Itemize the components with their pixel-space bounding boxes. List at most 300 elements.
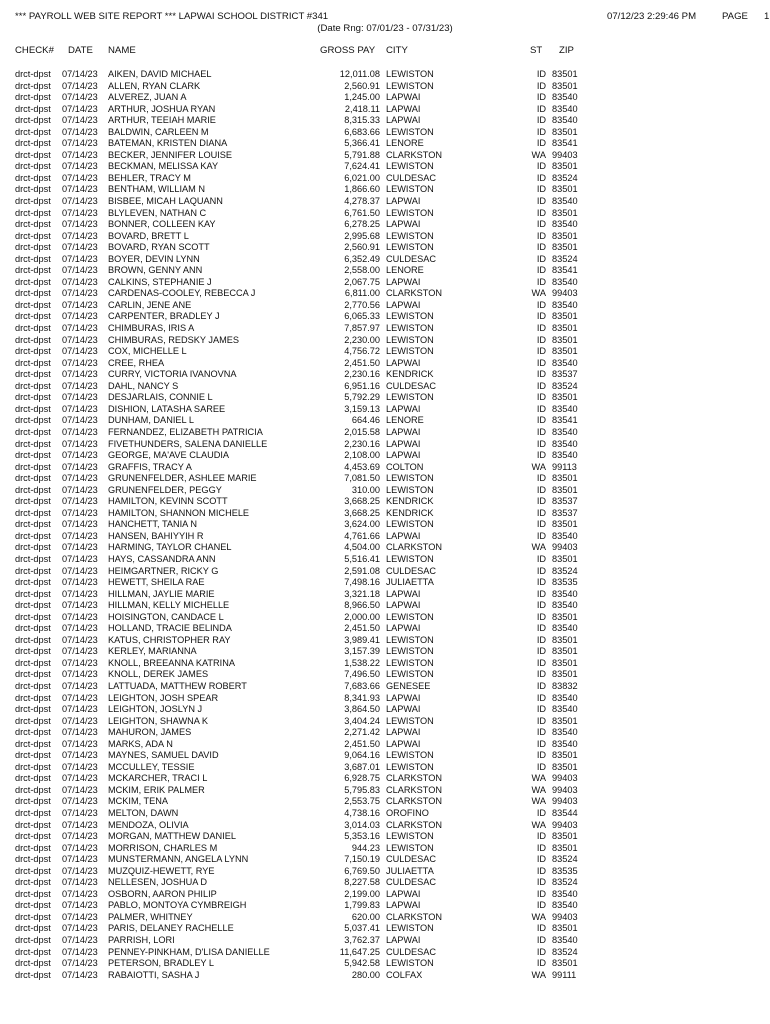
row-zip: 83501 — [552, 611, 578, 622]
table-row — [0, 427, 770, 439]
row-gross-pay: 2,271.42 — [344, 727, 380, 738]
row-employee-name: FERNANDEZ, ELIZABETH PATRICIA — [108, 426, 263, 437]
row-date: 07/14/23 — [62, 865, 98, 876]
row-city: LAPWAI — [386, 103, 421, 114]
table-row — [0, 577, 770, 589]
row-zip: 83540 — [552, 888, 578, 899]
row-gross-pay: 1,245.00 — [344, 92, 380, 103]
row-city: LAPWAI — [386, 888, 421, 899]
row-employee-name: DAHL, NANCY S — [108, 380, 179, 391]
row-date: 07/14/23 — [62, 207, 98, 218]
row-date: 07/14/23 — [62, 69, 98, 79]
table-row — [0, 935, 770, 947]
table-row — [0, 335, 770, 347]
row-date: 07/14/23 — [62, 461, 98, 472]
row-city: LENORE — [386, 265, 424, 276]
row-employee-name: KERLEY, MARIANNA — [108, 646, 197, 657]
row-state: WA — [531, 819, 546, 830]
table-row — [0, 866, 770, 878]
row-city: COLFAX — [386, 969, 423, 980]
row-city: LAPWAI — [386, 450, 421, 461]
row-gross-pay: 2,108.00 — [344, 450, 380, 461]
row-city: LEWISTON — [386, 473, 434, 484]
row-zip: 83501 — [552, 126, 578, 137]
row-zip: 83540 — [552, 276, 578, 287]
row-city: LEWISTON — [386, 69, 434, 79]
row-gross-pay: 2,000.00 — [344, 611, 380, 622]
row-date: 07/14/23 — [62, 542, 98, 553]
row-employee-name: NELLESEN, JOSHUA D — [108, 877, 208, 888]
row-zip: 83537 — [552, 496, 578, 507]
row-state: WA — [531, 542, 546, 553]
row-state: WA — [531, 773, 546, 784]
row-state: ID — [536, 403, 546, 414]
row-city: KENDRICK — [386, 507, 434, 518]
row-gross-pay: 3,668.25 — [344, 496, 380, 507]
row-date: 07/14/23 — [62, 219, 98, 230]
row-state: ID — [536, 553, 546, 564]
row-check-number: drct-dpst — [15, 657, 51, 668]
row-check-number: drct-dpst — [15, 299, 51, 310]
row-employee-name: PARIS, DELANEY RACHELLE — [108, 923, 234, 934]
row-state: ID — [536, 727, 546, 738]
row-check-number: drct-dpst — [15, 496, 51, 507]
table-row — [0, 681, 770, 693]
row-date: 07/14/23 — [62, 184, 98, 195]
row-zip: 83501 — [552, 207, 578, 218]
row-zip: 83501 — [552, 242, 578, 253]
row-date: 07/14/23 — [62, 611, 98, 622]
row-city: CLARKSTON — [386, 542, 442, 553]
report-header — [15, 11, 770, 23]
row-zip: 83501 — [552, 750, 578, 761]
row-gross-pay: 2,199.00 — [344, 888, 380, 899]
row-date: 07/14/23 — [62, 530, 98, 541]
row-gross-pay: 8,966.50 — [344, 600, 380, 611]
row-city: CLARKSTON — [386, 773, 442, 784]
row-employee-name: OSBORN, AARON PHILIP — [108, 888, 217, 899]
row-employee-name: LEIGHTON, JOSLYN J — [108, 704, 203, 715]
row-employee-name: HILLMAN, KELLY MICHELLE — [108, 600, 230, 611]
row-gross-pay: 6,352.49 — [344, 253, 380, 264]
row-date: 07/14/23 — [62, 438, 98, 449]
row-gross-pay: 3,687.01 — [344, 761, 380, 772]
table-row — [0, 127, 770, 139]
row-check-number: drct-dpst — [15, 196, 51, 207]
table-row — [0, 612, 770, 624]
column-header-date: DATE — [68, 45, 93, 56]
table-row — [0, 311, 770, 323]
row-state: ID — [536, 496, 546, 507]
row-employee-name: HILLMAN, JAYLIE MARIE — [108, 588, 215, 599]
table-row — [0, 750, 770, 762]
table-row — [0, 646, 770, 658]
row-zip: 83501 — [552, 80, 578, 91]
row-city: LAPWAI — [386, 92, 421, 103]
row-state: ID — [536, 380, 546, 391]
table-row — [0, 346, 770, 358]
column-header-state: ST — [530, 45, 543, 56]
row-city: LEWISTON — [386, 80, 434, 91]
row-check-number: drct-dpst — [15, 588, 51, 599]
row-gross-pay: 2,770.56 — [344, 299, 380, 310]
row-city: LAPWAI — [386, 530, 421, 541]
row-gross-pay: 2,230.16 — [344, 438, 380, 449]
row-check-number: drct-dpst — [15, 207, 51, 218]
row-date: 07/14/23 — [62, 357, 98, 368]
row-date: 07/14/23 — [62, 369, 98, 380]
table-row — [0, 496, 770, 508]
row-state: ID — [536, 219, 546, 230]
row-date: 07/14/23 — [62, 565, 98, 576]
row-date: 07/14/23 — [62, 172, 98, 183]
row-state: ID — [536, 438, 546, 449]
table-row — [0, 265, 770, 277]
row-date: 07/14/23 — [62, 230, 98, 241]
row-check-number: drct-dpst — [15, 450, 51, 461]
row-employee-name: ARTHUR, JOSHUA RYAN — [108, 103, 216, 114]
table-row — [0, 450, 770, 462]
table-row — [0, 300, 770, 312]
table-row — [0, 785, 770, 797]
column-header-gross-pay: GROSS PAY — [320, 45, 376, 56]
row-check-number: drct-dpst — [15, 923, 51, 934]
row-employee-name: HAMILTON, SHANNON MICHELE — [108, 507, 250, 518]
row-state: WA — [531, 969, 546, 980]
row-gross-pay: 6,065.33 — [344, 311, 380, 322]
row-state: ID — [536, 346, 546, 357]
row-check-number: drct-dpst — [15, 565, 51, 576]
row-gross-pay: 6,683.66 — [344, 126, 380, 137]
row-check-number: drct-dpst — [15, 415, 51, 426]
row-city: LAPWAI — [386, 299, 421, 310]
row-employee-name: GRAFFIS, TRACY A — [108, 461, 192, 472]
row-state: ID — [536, 519, 546, 530]
row-check-number: drct-dpst — [15, 831, 51, 842]
row-employee-name: CURRY, VICTORIA IVANOVNA — [108, 369, 237, 380]
row-city: JULIAETTA — [386, 577, 434, 588]
row-city: LEWISTON — [386, 842, 434, 853]
row-city: LAPWAI — [386, 727, 421, 738]
table-row — [0, 369, 770, 381]
row-city: KENDRICK — [386, 369, 434, 380]
row-employee-name: KATUS, CHRISTOPHER RAY — [108, 634, 231, 645]
row-employee-name: MCCULLEY, TESSIE — [108, 761, 195, 772]
row-zip: 83501 — [552, 923, 578, 934]
row-state: ID — [536, 611, 546, 622]
row-city: LAPWAI — [386, 403, 421, 414]
table-row — [0, 889, 770, 901]
row-employee-name: BONNER, COLLEEN KAY — [108, 219, 216, 230]
row-gross-pay: 3,762.37 — [344, 935, 380, 946]
row-zip: 83540 — [552, 426, 578, 437]
column-headers — [0, 45, 770, 57]
row-employee-name: LEIGHTON, JOSH SPEAR — [108, 692, 219, 703]
row-check-number: drct-dpst — [15, 115, 51, 126]
row-check-number: drct-dpst — [15, 530, 51, 541]
row-city: LAPWAI — [386, 704, 421, 715]
row-state: ID — [536, 311, 546, 322]
row-check-number: drct-dpst — [15, 611, 51, 622]
row-employee-name: CALKINS, STEPHANIE J — [108, 276, 212, 287]
row-date: 07/14/23 — [62, 299, 98, 310]
row-date: 07/14/23 — [62, 854, 98, 865]
row-date: 07/14/23 — [62, 715, 98, 726]
row-gross-pay: 664.46 — [351, 415, 380, 426]
row-gross-pay: 310.00 — [351, 484, 380, 495]
row-gross-pay: 2,067.75 — [344, 276, 380, 287]
row-employee-name: KNOLL, BREEANNA KATRINA — [108, 657, 235, 668]
row-check-number: drct-dpst — [15, 646, 51, 657]
row-state: ID — [536, 715, 546, 726]
table-row — [0, 462, 770, 474]
row-check-number: drct-dpst — [15, 819, 51, 830]
row-state: WA — [531, 288, 546, 299]
row-gross-pay: 3,624.00 — [344, 519, 380, 530]
table-row — [0, 658, 770, 670]
row-zip: 83540 — [552, 450, 578, 461]
row-gross-pay: 8,341.93 — [344, 692, 380, 703]
row-employee-name: PALMER, WHITNEY — [108, 911, 193, 922]
row-employee-name: MAHURON, JAMES — [108, 727, 192, 738]
row-check-number: drct-dpst — [15, 334, 51, 345]
table-row — [0, 81, 770, 93]
row-check-number: drct-dpst — [15, 80, 51, 91]
row-check-number: drct-dpst — [15, 692, 51, 703]
row-state: ID — [536, 242, 546, 253]
row-employee-name: DISHION, LATASHA SAREE — [108, 403, 226, 414]
row-gross-pay: 2,015.58 — [344, 426, 380, 437]
row-state: WA — [531, 461, 546, 472]
row-date: 07/14/23 — [62, 103, 98, 114]
row-check-number: drct-dpst — [15, 103, 51, 114]
row-gross-pay: 5,516.41 — [344, 553, 380, 564]
row-city: OROFINO — [386, 808, 429, 818]
row-city: CLARKSTON — [386, 288, 442, 299]
row-employee-name: MARKS, ADA N — [108, 738, 173, 749]
row-employee-name: MCKIM, ERIK PALMER — [108, 784, 205, 795]
row-check-number: drct-dpst — [15, 276, 51, 287]
row-date: 07/14/23 — [62, 669, 98, 680]
row-state: ID — [536, 265, 546, 276]
row-state: ID — [536, 657, 546, 668]
row-zip: 83540 — [552, 357, 578, 368]
row-state: ID — [536, 634, 546, 645]
table-row — [0, 138, 770, 150]
row-city: LEWISTON — [386, 646, 434, 657]
row-date: 07/14/23 — [62, 704, 98, 715]
row-gross-pay: 2,995.68 — [344, 230, 380, 241]
row-gross-pay: 3,321.18 — [344, 588, 380, 599]
row-city: CLARKSTON — [386, 796, 442, 807]
row-state: ID — [536, 808, 546, 818]
row-city: LEWISTON — [386, 761, 434, 772]
table-row — [0, 69, 770, 81]
row-date: 07/14/23 — [62, 727, 98, 738]
row-zip: 83541 — [552, 265, 578, 276]
table-row — [0, 773, 770, 785]
row-zip: 83540 — [552, 196, 578, 207]
row-date: 07/14/23 — [62, 923, 98, 934]
row-zip: 99403 — [552, 288, 578, 299]
table-row — [0, 92, 770, 104]
row-state: ID — [536, 854, 546, 865]
row-check-number: drct-dpst — [15, 865, 51, 876]
row-city: LAPWAI — [386, 357, 421, 368]
row-zip: 83501 — [552, 646, 578, 657]
row-employee-name: MCKIM, TENA — [108, 796, 169, 807]
row-gross-pay: 8,227.58 — [344, 877, 380, 888]
row-zip: 99403 — [552, 773, 578, 784]
row-employee-name: DESJARLAIS, CONNIE L — [108, 392, 213, 403]
row-date: 07/14/23 — [62, 784, 98, 795]
row-gross-pay: 6,021.00 — [344, 172, 380, 183]
row-city: KENDRICK — [386, 496, 434, 507]
table-row — [0, 693, 770, 705]
row-check-number: drct-dpst — [15, 773, 51, 784]
row-state: ID — [536, 958, 546, 969]
row-state: ID — [536, 704, 546, 715]
row-check-number: drct-dpst — [15, 600, 51, 611]
row-date: 07/14/23 — [62, 265, 98, 276]
column-header-city: CITY — [386, 45, 408, 56]
table-row — [0, 820, 770, 832]
row-date: 07/14/23 — [62, 496, 98, 507]
row-check-number: drct-dpst — [15, 680, 51, 691]
row-employee-name: HEIMGARTNER, RICKY G — [108, 565, 219, 576]
row-date: 07/14/23 — [62, 738, 98, 749]
row-state: ID — [536, 334, 546, 345]
row-employee-name: PETERSON, BRADLEY L — [108, 958, 215, 969]
row-zip: 83541 — [552, 415, 578, 426]
table-row — [0, 358, 770, 370]
row-date: 07/14/23 — [62, 80, 98, 91]
row-zip: 83501 — [552, 634, 578, 645]
row-city: CULDESAC — [386, 877, 437, 888]
row-gross-pay: 7,498.16 — [344, 577, 380, 588]
table-row — [0, 485, 770, 497]
row-state: ID — [536, 392, 546, 403]
row-check-number: drct-dpst — [15, 288, 51, 299]
row-city: CULDESAC — [386, 946, 437, 957]
row-employee-name: MENDOZA, OLIVIA — [108, 819, 189, 830]
table-row — [0, 277, 770, 289]
table-row — [0, 877, 770, 889]
row-gross-pay: 3,157.39 — [344, 646, 380, 657]
row-state: ID — [536, 161, 546, 172]
row-date: 07/14/23 — [62, 415, 98, 426]
row-check-number: drct-dpst — [15, 935, 51, 946]
table-row — [0, 288, 770, 300]
row-state: ID — [536, 646, 546, 657]
row-zip: 83501 — [552, 519, 578, 530]
row-date: 07/14/23 — [62, 403, 98, 414]
table-row — [0, 900, 770, 912]
row-employee-name: BISBEE, MICAH LAQUANN — [108, 196, 223, 207]
row-state: ID — [536, 865, 546, 876]
row-check-number: drct-dpst — [15, 138, 51, 149]
table-row — [0, 554, 770, 566]
row-date: 07/14/23 — [62, 149, 98, 160]
row-date: 07/14/23 — [62, 519, 98, 530]
row-zip: 99403 — [552, 819, 578, 830]
row-employee-name: ARTHUR, TEEIAH MARIE — [108, 115, 216, 126]
row-date: 07/14/23 — [62, 773, 98, 784]
row-state: ID — [536, 600, 546, 611]
row-state: ID — [536, 196, 546, 207]
table-row — [0, 727, 770, 739]
table-row — [0, 542, 770, 554]
row-state: ID — [536, 369, 546, 380]
row-date: 07/14/23 — [62, 680, 98, 691]
row-state: ID — [536, 842, 546, 853]
row-employee-name: CHIMBURAS, REDSKY JAMES — [108, 334, 240, 345]
row-check-number: drct-dpst — [15, 253, 51, 264]
row-gross-pay: 1,866.60 — [344, 184, 380, 195]
row-gross-pay: 280.00 — [351, 969, 380, 980]
row-employee-name: MORRISON, CHARLES M — [108, 842, 218, 853]
row-date: 07/14/23 — [62, 346, 98, 357]
row-gross-pay: 2,560.91 — [344, 80, 380, 91]
table-row — [0, 381, 770, 393]
row-state: ID — [536, 565, 546, 576]
row-check-number: drct-dpst — [15, 854, 51, 865]
row-gross-pay: 11,647.25 — [339, 946, 380, 957]
row-city: LAPWAI — [386, 438, 421, 449]
row-date: 07/14/23 — [62, 553, 98, 564]
row-check-number: drct-dpst — [15, 426, 51, 437]
row-employee-name: GEORGE, MA'AVE CLAUDIA — [108, 450, 230, 461]
row-city: LAPWAI — [386, 600, 421, 611]
row-state: ID — [536, 935, 546, 946]
table-row — [0, 242, 770, 254]
row-check-number: drct-dpst — [15, 900, 51, 911]
row-zip: 83537 — [552, 369, 578, 380]
row-gross-pay: 2,553.75 — [344, 796, 380, 807]
row-date: 07/14/23 — [62, 888, 98, 899]
row-date: 07/14/23 — [62, 796, 98, 807]
row-date: 07/14/23 — [62, 311, 98, 322]
row-zip: 83524 — [552, 253, 578, 264]
row-date: 07/14/23 — [62, 692, 98, 703]
row-zip: 83501 — [552, 553, 578, 564]
row-check-number: drct-dpst — [15, 149, 51, 160]
row-date: 07/14/23 — [62, 484, 98, 495]
row-employee-name: AIKEN, DAVID MICHAEL — [108, 69, 212, 79]
row-city: CULDESAC — [386, 565, 437, 576]
row-employee-name: FIVETHUNDERS, SALENA DANIELLE — [108, 438, 268, 449]
row-city: LAPWAI — [386, 588, 421, 599]
row-zip: 99111 — [552, 969, 577, 980]
row-city: LEWISTON — [386, 715, 434, 726]
row-check-number: drct-dpst — [15, 323, 51, 334]
row-state: ID — [536, 623, 546, 634]
row-zip: 83540 — [552, 738, 578, 749]
row-zip: 99403 — [552, 784, 578, 795]
row-city: LEWISTON — [386, 923, 434, 934]
table-row — [0, 519, 770, 531]
row-state: ID — [536, 126, 546, 137]
row-zip: 83524 — [552, 380, 578, 391]
row-gross-pay: 5,366.41 — [344, 138, 380, 149]
row-gross-pay: 620.00 — [351, 911, 380, 922]
row-date: 07/14/23 — [62, 588, 98, 599]
row-city: LEWISTON — [386, 334, 434, 345]
row-city: LEWISTON — [386, 184, 434, 195]
column-header-name: NAME — [108, 45, 136, 56]
row-zip: 83524 — [552, 854, 578, 865]
row-date: 07/14/23 — [62, 842, 98, 853]
